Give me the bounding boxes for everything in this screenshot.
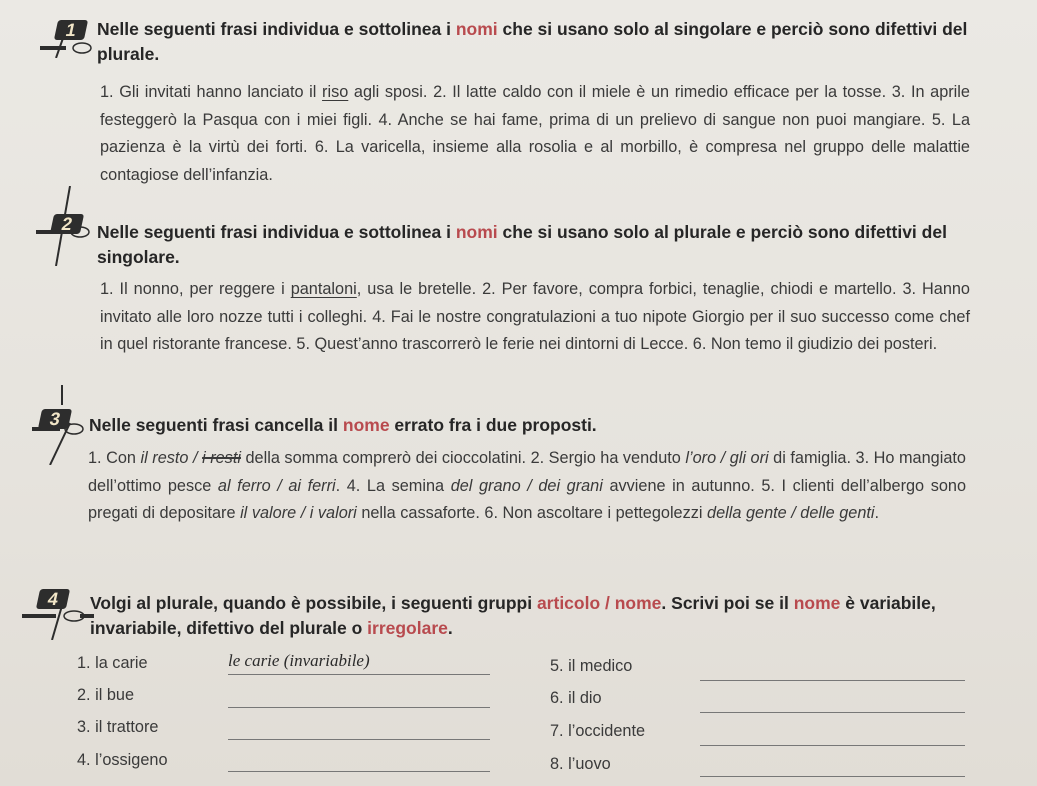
exercise-instruction: Nelle seguenti frasi individua e sottolinea i nomi che si usano solo al singolare e perciò sono difettivi del plurale. <box>97 19 968 64</box>
handwritten-answer: le carie (invariabile) <box>228 651 370 670</box>
underlined-answer: pantaloni <box>290 280 357 298</box>
grid-item: 3. il trattore <box>77 718 159 736</box>
exercise-number-badge: 1 <box>54 20 88 40</box>
grid-item: 1. la carie <box>77 654 148 672</box>
grid-item: 8. l’uovo <box>550 755 611 773</box>
answer-line[interactable] <box>228 674 490 675</box>
answer-line[interactable] <box>228 771 490 772</box>
answer-line[interactable] <box>228 739 490 740</box>
exercise-sentences: 1. Il nonno, per reggere i pantaloni, usa le bretelle. 2. Per favore, compra forbici, tenaglie, chiodi e martello. 3. Hanno invitato alle loro nozze tutti i colleghi. 4. Fai le nostre congratulazioni a tuo nipote Giorgio per il suo successo come chef in quel ristorante francese. 5. Quest’anno trascorrerò le ferie nei dintorni di Lecce. 6. Non temo il giudizio dei posteri. <box>100 280 970 354</box>
exercise-instruction: Nelle seguenti frasi individua e sottolinea i nomi che si usano solo al plurale e perciò sono difettivi del singolare. <box>97 222 947 267</box>
answer-line[interactable] <box>700 712 965 713</box>
exercise-instruction: Volgi al plurale, quando è possibile, i seguenti gruppi articolo / nome. Scrivi poi se il nome è variabile, invariabile, difettivo del plurale o irregolare. <box>90 593 936 638</box>
exercise-number-badge: 4 <box>36 589 70 609</box>
answer-line[interactable] <box>700 745 965 746</box>
underlined-answer: riso <box>322 83 349 101</box>
grid-item: 2. il bue <box>77 686 135 704</box>
grid-item: 7. l’occidente <box>550 722 646 740</box>
exercise-number-badge: 3 <box>38 409 72 429</box>
exercise-sentences: 1. Gli invitati hanno lanciato il riso agli sposi. 2. Il latte caldo con il miele è un rimedio efficace per la tosse. 3. In aprile festeggerò la Pasqua con i miei figli. 4. Anche se hai fame, prima di un prelievo di sangue non puoi mangiare. 5. La pazienza è la virtù dei forti. 6. La varicella, insieme alla rosolia e al morbillo, è compresa nel gruppo delle malattie contagiose dell’infanzia. <box>100 83 970 184</box>
answer-line[interactable] <box>228 707 490 708</box>
grid-item: 6. il dio <box>550 689 602 707</box>
exercise-instruction: Nelle seguenti frasi cancella il nome errato fra i due proposti. <box>89 415 597 435</box>
answer-line[interactable] <box>700 680 965 681</box>
crossed-out-answer: i resti <box>202 449 241 467</box>
answer-line[interactable] <box>700 776 965 777</box>
grid-item: 4. l’ossigeno <box>77 751 168 769</box>
exercise-number-badge: 2 <box>50 214 84 234</box>
grid-item: 5. il medico <box>550 657 633 675</box>
exercise-sentences: 1. Con il resto / i resti della somma comprerò dei cioccolatini. 2. Sergio ha venduto l’oro / gli ori di famiglia. 3. Ho mangiato dell’ottimo pesce al ferro / ai ferri. 4. La semina del grano / dei grani avviene in autunno. 5. I clienti dell’albergo sono pregati di depositare il valore / i valori nella cassaforte. 6. Non ascoltare i pettegolezzi della gente / delle genti. <box>88 449 967 523</box>
